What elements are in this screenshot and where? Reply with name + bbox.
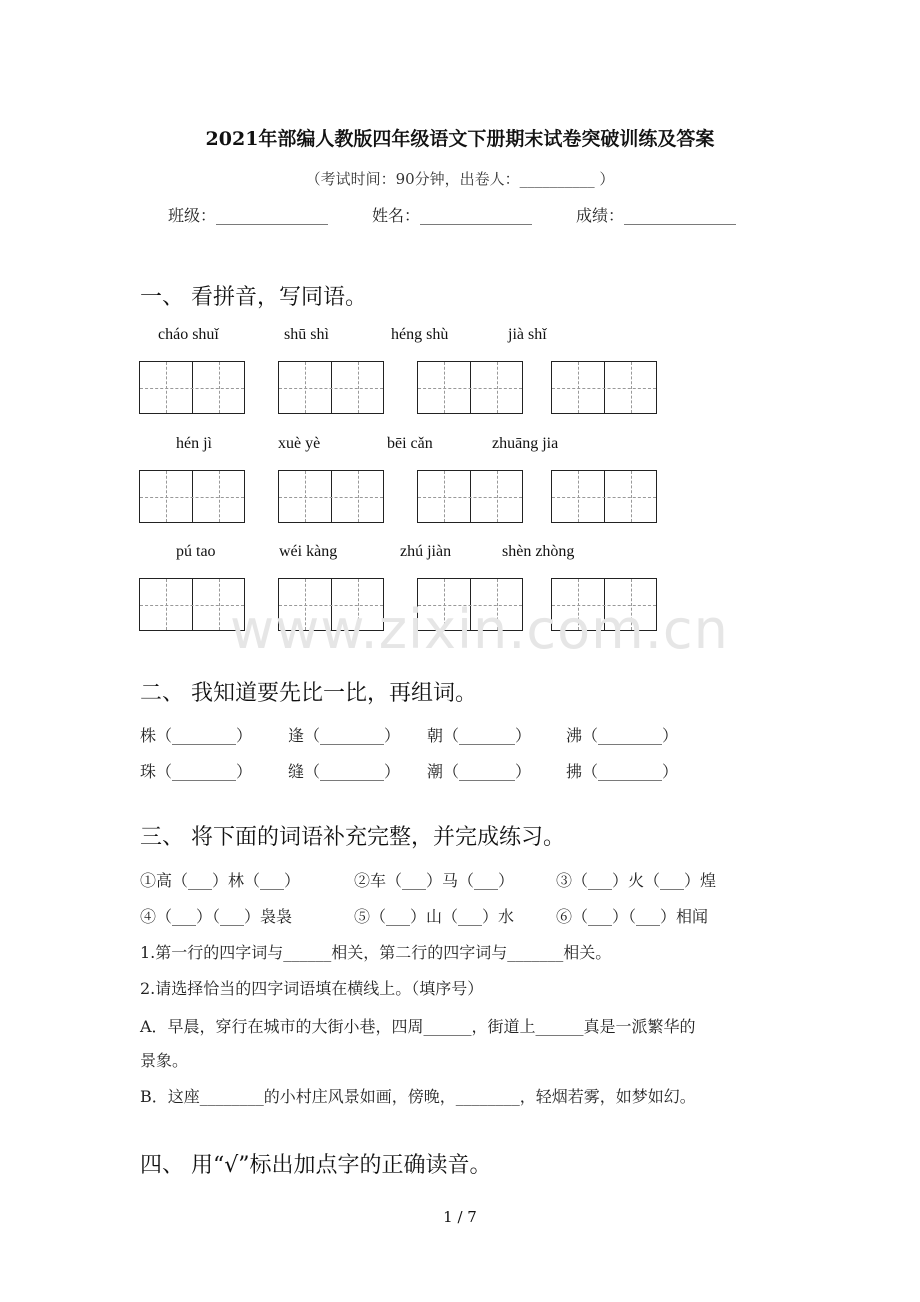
writing-grid-box[interactable] — [139, 470, 245, 523]
section-2-heading: 二、 我知道要先比一比，再组词。 — [140, 681, 477, 706]
idiom-item: ⑤（___）山（___）水 — [354, 907, 515, 926]
section-3-heading: 三、 将下面的词语补充完整，并完成练习。 — [140, 825, 565, 850]
pinyin-label: cháo shuǐ — [158, 326, 219, 343]
compare-item: 潮（_______） — [427, 762, 532, 781]
idiom-item: ④（___）（___）袅袅 — [140, 907, 293, 926]
pinyin-label: wéi kàng — [279, 543, 338, 560]
compare-item: 缝（________） — [288, 762, 401, 781]
question-b: B．这座________的小村庄风景如画，傍晚，________，轻烟若雾，如梦如幻。 — [140, 1087, 696, 1106]
compare-item: 朝（_______） — [427, 726, 532, 745]
writing-grid-box[interactable] — [278, 470, 384, 523]
pinyin-label: shū shì — [284, 326, 329, 343]
compare-item: 株（________） — [140, 726, 253, 745]
writing-grid-box[interactable] — [278, 361, 384, 414]
writing-grid-box[interactable] — [417, 470, 523, 523]
idiom-item: ①高（___）林（___） — [140, 871, 301, 890]
section-1-heading: 一、 看拼音，写同语。 — [140, 285, 367, 310]
page-number: 1 / 7 — [443, 1208, 477, 1226]
question-a-line-2: 景象。 — [140, 1051, 189, 1070]
score-field: 成绩：______________ — [576, 206, 737, 225]
idiom-item: ⑥（___）（___）相闻 — [556, 907, 709, 926]
idiom-item: ③（___）火（___）煌 — [556, 871, 717, 890]
writing-grid-box[interactable] — [551, 361, 657, 414]
page-title: 2021年部编人教版四年级语文下册期末试卷突破训练及答案 — [205, 128, 715, 150]
name-field: 姓名：______________ — [372, 206, 533, 225]
section-4-heading: 四、 用“√”标出加点字的正确读音。 — [140, 1153, 492, 1178]
watermark: www.zixin.com.cn — [230, 598, 729, 661]
pinyin-label: héng shù — [391, 326, 449, 343]
pinyin-label: shèn zhòng — [502, 543, 575, 560]
compare-item: 珠（________） — [140, 762, 253, 781]
writing-grid-box[interactable] — [139, 361, 245, 414]
pinyin-label: xuè yè — [278, 435, 321, 452]
idiom-item: ②车（___）马（___） — [354, 871, 515, 890]
pinyin-label: pú tao — [176, 543, 216, 560]
pinyin-label: jià shǐ — [508, 326, 547, 343]
class-field: 班级：______________ — [168, 206, 329, 225]
pinyin-label: hén jì — [176, 435, 212, 452]
question-2: 2.请选择恰当的四字词语填在横线上。（填序号） — [140, 979, 484, 998]
pinyin-label: zhú jiàn — [400, 543, 452, 560]
compare-item: 拂（________） — [566, 762, 679, 781]
pinyin-label: zhuāng jia — [492, 435, 559, 452]
writing-grid-box[interactable] — [417, 361, 523, 414]
compare-item: 沸（________） — [566, 726, 679, 745]
compare-item: 逢（________） — [288, 726, 401, 745]
question-1: 1.第一行的四字词与______相关，第二行的四字词与_______相关。 — [140, 943, 612, 962]
pinyin-label: bēi cǎn — [387, 435, 433, 452]
exam-subtitle: （考试时间：90分钟，出卷人：__________ ） — [305, 170, 615, 188]
writing-grid-box[interactable] — [551, 470, 657, 523]
question-a-line-1: A．早晨，穿行在城市的大街小巷，四周______，街道上______真是一派繁华的 — [140, 1017, 696, 1036]
